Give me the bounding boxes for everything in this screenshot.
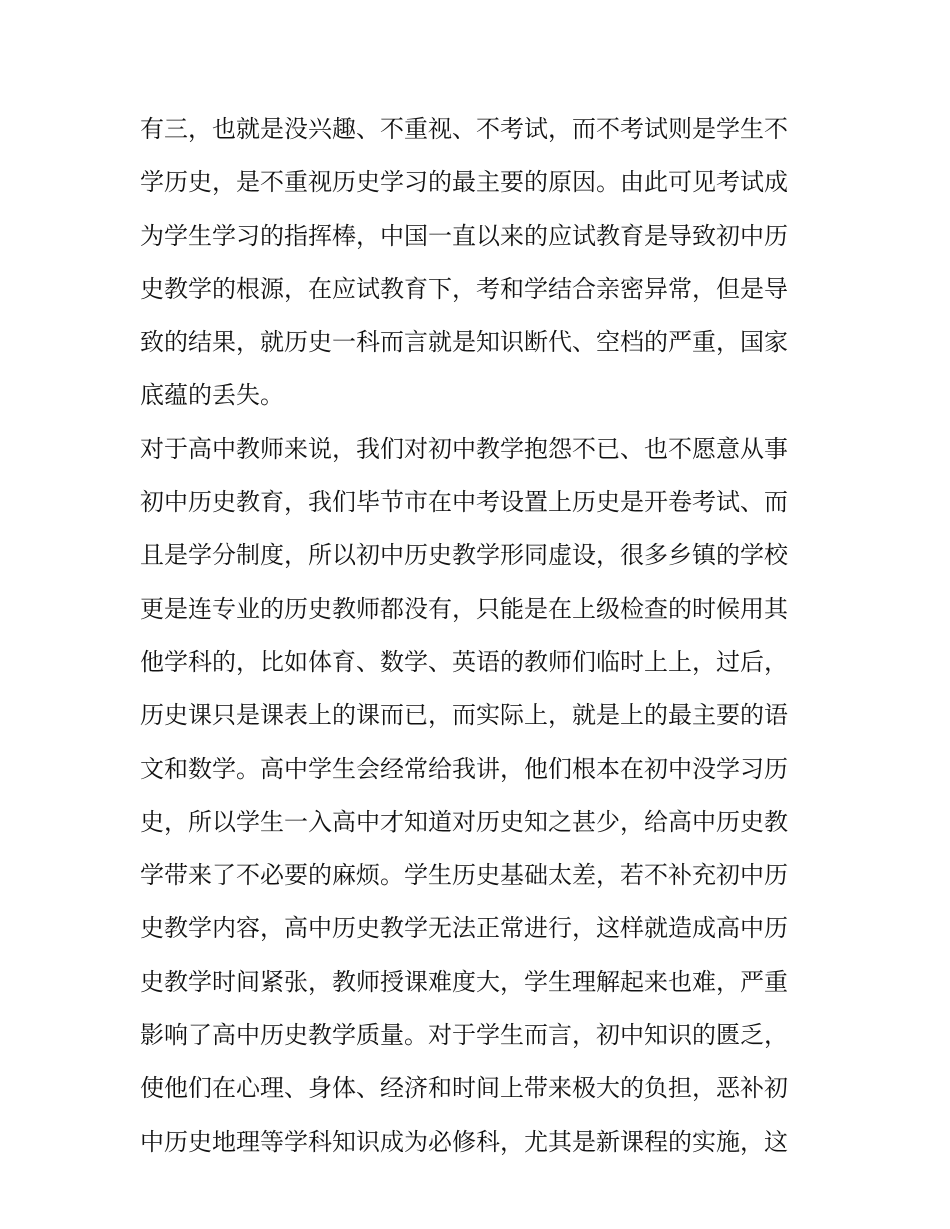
text-line: 文和数学。高中学生会经常给我讲，他们根本在初中没学习历: [140, 754, 788, 783]
text-line: 为学生学习的指挥棒，中国一直以来的应试教育是导致初中历: [140, 221, 788, 250]
text-line: 历史课只是课表上的课而已，而实际上，就是上的最主要的语: [140, 701, 788, 730]
text-line: 学带来了不必要的麻烦。学生历史基础太差，若不补充初中历: [140, 861, 788, 890]
body-text: [140, 103, 820, 1169]
text-line: 有三，也就是没兴趣、不重视、不考试，而不考试则是学生不: [140, 115, 788, 143]
text-line: 且是学分制度，所以初中历史教学形同虚设，很多乡镇的学校: [140, 541, 788, 570]
text-line: 中历史地理等学科知识成为必修科，尤其是新课程的实施，这: [140, 1127, 788, 1156]
text-line: 学历史，是不重视历史学习的最主要的原因。由此可见考试成: [140, 168, 788, 197]
text-line: 史教学内容，高中历史教学无法正常进行，这样就造成高中历: [140, 914, 788, 943]
text-line: 对于高中教师来说，我们对初中教学抱怨不已、也不愿意从事: [140, 434, 788, 463]
text-line: 使他们在心理、身体、经济和时间上带来极大的负担，恶补初: [140, 1074, 788, 1103]
text-line: 他学科的，比如体育、数学、英语的教师们临时上上，过后，: [140, 647, 788, 676]
text-line: 史，所以学生一入高中才知道对历史知之甚少，给高中历史教: [140, 807, 788, 836]
text-line: 初中历史教育，我们毕节市在中考设置上历史是开卷考试、而: [140, 488, 788, 517]
text-line: 史教学时间紧张，教师授课难度大，学生理解起来也难，严重: [140, 967, 788, 996]
text-line: 底蕴的丢失。: [140, 381, 284, 410]
text-line: 更是连专业的历史教师都没有，只能是在上级检查的时候用其: [140, 594, 788, 623]
text-line: 致的结果，就历史一科而言就是知识断代、空档的严重，国家: [140, 328, 788, 357]
text-line: 史教学的根源，在应试教育下，考和学结合亲密异常，但是导: [140, 274, 788, 303]
text-line: 影响了高中历史教学质量。对于学生而言，初中知识的匮乏，: [140, 1021, 788, 1050]
